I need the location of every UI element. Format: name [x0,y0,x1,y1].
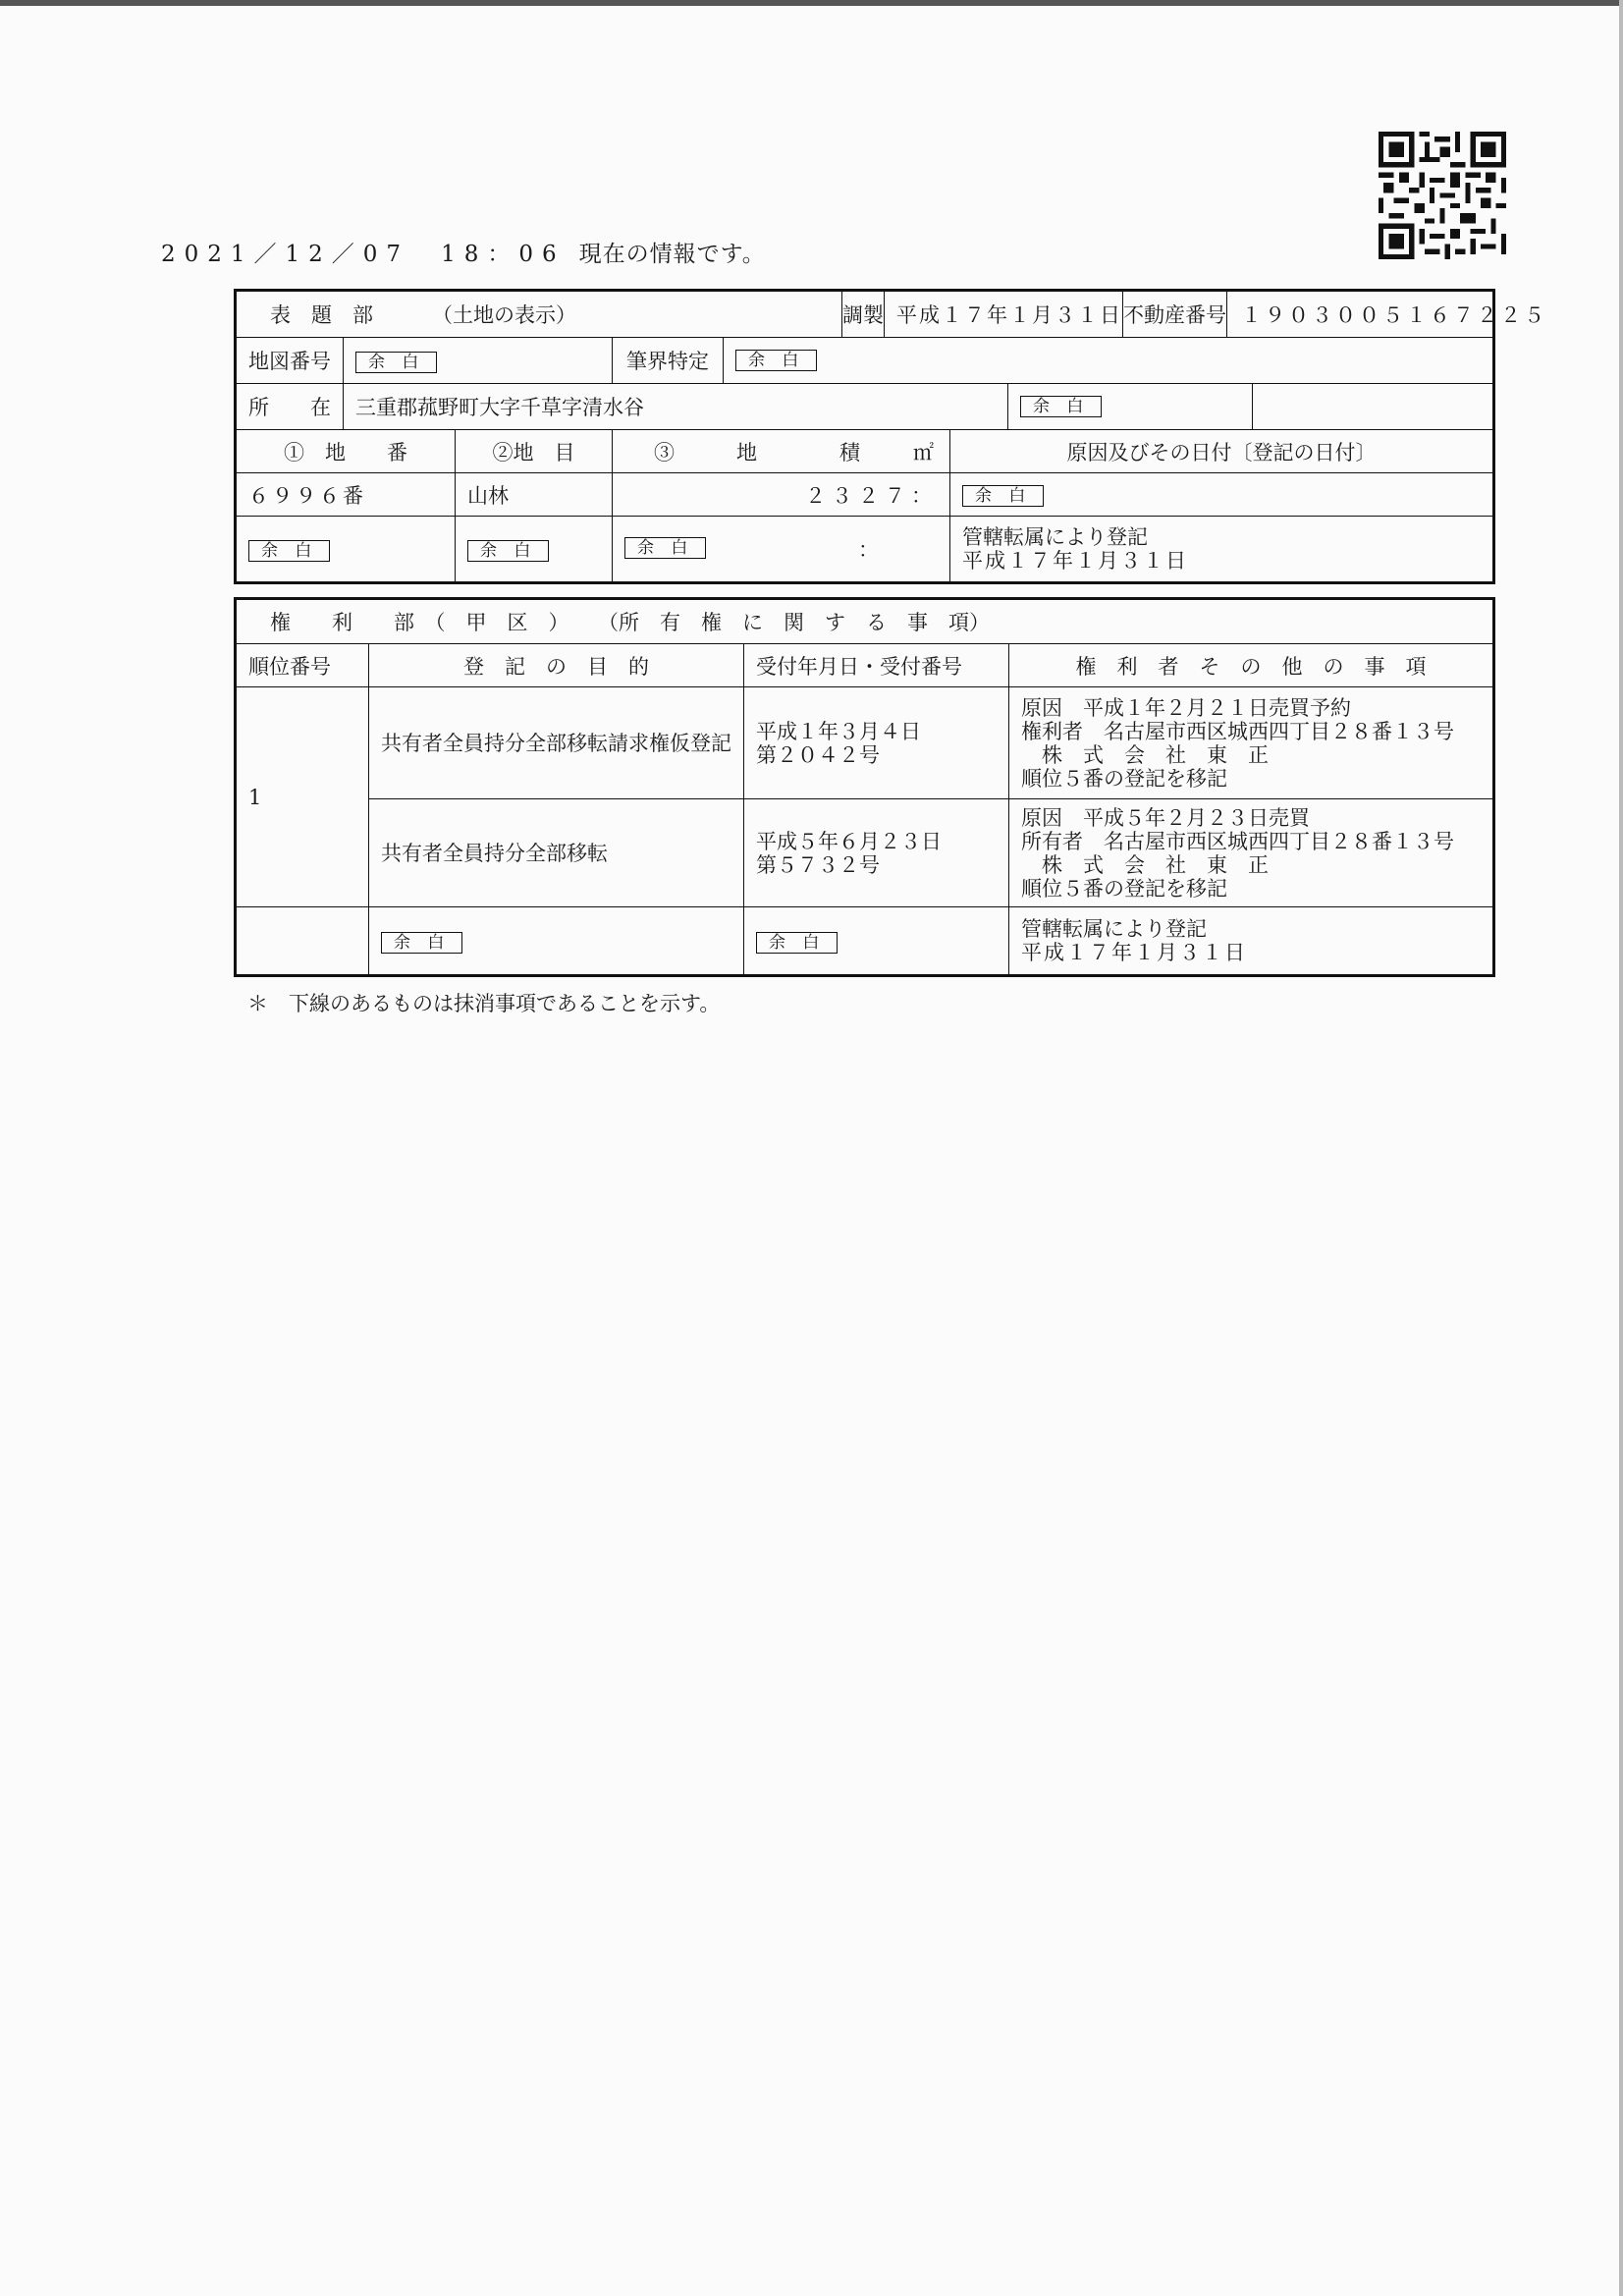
col-chimoku-header: ②地 目 [456,430,613,473]
row1-genin-yohaku: 余 白 [962,485,1044,507]
row2-uketsuke [744,799,1009,907]
row1-chiban: ６９９６番 [236,473,456,517]
shozai-value-cell [344,384,1253,430]
row2-chimoku-cell [456,517,613,583]
col-uketsuke-header: 受付年月日・受付番号 [744,644,1009,687]
col-chiban-header: ① 地 番 [236,430,456,473]
shozai-right [1008,384,1252,429]
row1-mokuteki: 共有者全員持分全部移転請求権仮登記 [369,687,744,799]
qr-code-icon [1379,132,1506,259]
kenri-section-table [234,597,1495,977]
row2-mokuteki: 共有者全員持分全部移転 [369,799,744,907]
row2-chiban-yohaku: 余 白 [248,540,330,562]
row1-jiko [1009,687,1494,799]
row2-chiseki-yohaku: 余 白 [624,537,706,559]
col-mokuteki-header: 登 記 の 目 的 [369,644,744,687]
table-row [236,799,1494,907]
row1-jiko-line2: 権利者 名古屋市西区城西四丁目２８番１３号 [1021,719,1454,743]
row3-jiko [1009,907,1494,976]
row1-jiko-line1: 原因 平成１年２月２１日売買予約 [1021,695,1351,720]
row2-chimoku-yohaku: 余 白 [467,540,549,562]
row3-junni [236,907,369,976]
row3-uketsuke-yohaku: 余 白 [756,932,838,954]
row2-chiseki-tail: ： [858,538,879,562]
shozai-yohaku-stamp: 余 白 [1020,396,1102,417]
chosei-label: 調製 [842,292,885,337]
row2-jiko [1009,799,1494,907]
col-junni-header: 順位番号 [236,644,369,687]
col-jiko-header: 権 利 者 そ の 他 の 事 項 [1009,644,1494,687]
chizu-yohaku-stamp: 余 白 [355,352,437,373]
fudosan-label: 不動産番号 [1123,292,1227,337]
print-timestamp [161,236,766,268]
row2-genin-cell [950,517,1494,583]
row3-uketsuke-cell [744,907,1009,976]
timestamp-note: 現在の情報です。 [578,242,766,267]
kenri-heading-cell [236,599,1494,644]
chizu-value-cell [344,338,613,384]
row3-mokuteki-cell [369,907,744,976]
footnote: ＊ 下線のあるものは抹消事項であることを示す。 [247,992,721,1015]
hikkai-label: 筆界特定 [613,338,724,383]
row1-jiko-line4: 順位５番の登記を移記 [1021,766,1227,791]
hyodai-subheading: （土地の表示） [432,303,576,327]
shozai-right-tail [1253,384,1494,430]
hyodai-heading-cell [236,291,842,338]
timestamp-datetime: 2021／12／07 18：06 [161,242,566,267]
col-genin-header: 原因及びその日付〔登記の日付〕 [950,430,1494,473]
hikkai-yohaku-stamp: 余 白 [735,350,817,371]
table-row [236,907,1494,976]
kenri-heading: 権 利 部 （ 甲 区 ） [270,611,569,634]
table-row [236,687,1494,799]
row1-uketsuke-date: 平成１年３月４日 [756,719,921,743]
row2-chiseki-cell [613,517,950,583]
row1-uketsuke [744,687,1009,799]
row1-genin-cell [950,473,1494,517]
row2-jiko-line4: 順位５番の登記を移記 [1021,876,1227,901]
row2-uketsuke-no: 第５７３２号 [756,852,880,877]
chosei-date: 平成１７年１月３１日 [885,292,1123,337]
kenri-subheading: （所 有 権 に 関 す る 事 項） [608,611,990,634]
row2-jiko-line1: 原因 平成５年２月２３日売買 [1021,805,1310,830]
fudosan-number: １９０３００５１６７２２５ [1241,303,1547,327]
chizu-label: 地図番号 [236,338,344,384]
row2-jiko-line3: 株 式 会 社 東 正 [1021,852,1269,877]
row3-jiko-line1: 管轄転属により登記 [1021,917,1207,941]
row1-chiseki: ２３２７： [613,473,950,517]
row1-chimoku: 山林 [456,473,613,517]
row2-jiko-line2: 所有者 名古屋市西区城西四丁目２８番１３号 [1021,829,1454,853]
hikkai-value [724,338,1492,383]
row1-jiko-line3: 株 式 会 社 東 正 [1021,742,1269,767]
col-chiseki-unit: ㎡ [913,440,934,465]
hyodai-section-table [234,289,1547,584]
row1-uketsuke-no: 第２０４２号 [756,742,880,767]
col-chiseki-header [613,430,950,473]
scan-top-edge [0,0,1623,6]
shozai-label: 所 在 [236,384,344,430]
col-chiseki-label: ③ 地 積 [654,440,860,465]
row2-genin-line2: 平成１７年１月３１日 [962,549,1188,573]
hikkai-cell [613,338,1494,384]
row3-jiko-line2: 平成１７年１月３１日 [1021,941,1247,964]
row2-genin-line1: 管轄転属により登記 [962,525,1148,549]
hyodai-heading: 表 題 部 [270,303,373,327]
row3-mokuteki-yohaku: 余 白 [381,932,462,954]
row1-junni: 1 [236,687,369,907]
shozai-value: 三重郡菰野町大字千草字清水谷 [344,384,1008,429]
hyodai-header-right [842,291,1547,338]
scan-right-edge [1619,0,1623,2296]
row2-uketsuke-date: 平成５年６月２３日 [756,829,942,853]
row2-chiban-cell [236,517,456,583]
